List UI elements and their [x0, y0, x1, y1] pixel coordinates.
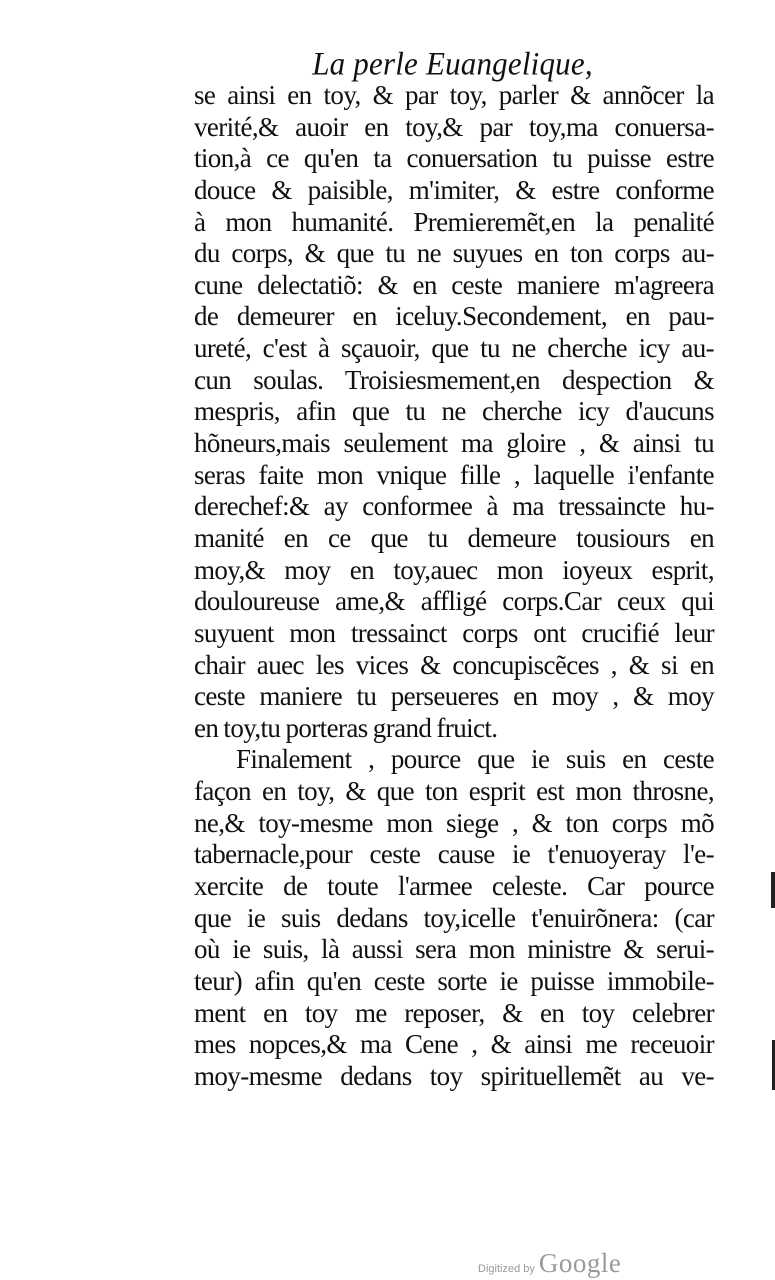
- text-line: où ie suis, là aussi sera mon ministre & serui-: [194, 934, 714, 965]
- text-line: tion,à ce qu'en ta conuersation tu puisse estre: [194, 143, 714, 174]
- text-line: du corps, & que tu ne suyues en ton corps au-: [194, 238, 714, 269]
- text-line: douce & paisible, m'imiter, & estre conforme: [194, 174, 714, 205]
- text-line: chair auec les vices & concupiscẽces , & si en: [194, 649, 714, 680]
- watermark-prefix: Digitized by: [478, 1263, 535, 1275]
- text-line: cun soulas. Troisiesmement,en despection &: [194, 364, 714, 395]
- text-line: derechef:& ay conformee à ma tressaincte hu-: [194, 491, 714, 522]
- running-head: La perle Euangelique,: [312, 45, 593, 82]
- text-line: suyuent mon tressainct corps ont crucifié leur: [194, 617, 714, 648]
- google-logo: Google: [538, 1248, 622, 1278]
- text-line: moy-mesme dedans toy spirituellemẽt au ve-: [194, 1060, 714, 1091]
- text-line: ne,& toy-mesme mon siege , & ton corps mõ: [194, 807, 714, 838]
- text-line: mes nopces,& ma Cene , & ainsi me receuoir: [194, 1029, 714, 1060]
- text-line: ceste maniere tu perseueres en moy , & moy: [194, 681, 714, 712]
- text-line: verité,& auoir en toy,& par toy,ma conuersa-: [194, 111, 714, 142]
- digitized-by-google-watermark: [478, 1248, 621, 1279]
- text-line: cune delectatiõ: & en ceste maniere m'agreera: [194, 269, 714, 300]
- text-line: Finalement , pource que ie suis en ceste: [236, 744, 714, 775]
- text-line: façon en toy, & que ton esprit est mon throsne,: [194, 776, 714, 807]
- text-line: manité en ce que tu demeure tousiours en: [194, 522, 714, 553]
- text-line: que ie suis dedans toy,icelle t'enuirõnera: (car: [194, 902, 714, 933]
- text-line: à mon humanité. Premieremẽt,en la penalité: [194, 206, 714, 237]
- text-line: moy,& moy en toy,auec mon ioyeux esprit,: [194, 554, 714, 585]
- text-line: ureté, c'est à sçauoir, que tu ne cherche icy au-: [194, 333, 714, 364]
- text-line: teur) afin qu'en ceste sorte ie puisse immobile-: [194, 965, 714, 996]
- text-line: douloureuse ame,& affligé corps.Car ceux qui: [194, 586, 714, 617]
- text-line: xercite de toute l'armee celeste. Car pource: [194, 871, 714, 902]
- page-edge-shadow: [771, 872, 775, 908]
- text-line: en toy,tu porteras grand fruict.: [194, 712, 498, 743]
- text-line: de demeurer en iceluy.Secondement, en pau-: [194, 301, 714, 332]
- text-line: mespris, afin que tu ne cherche icy d'aucuns: [194, 396, 714, 427]
- text-line: seras faite mon vnique fille , laquelle i'enfante: [194, 459, 714, 490]
- text-line: ment en toy me reposer, & en toy celebrer: [194, 997, 714, 1028]
- text-line: hõneurs,mais seulement ma gloire , & ainsi tu: [194, 428, 714, 459]
- text-line: tabernacle,pour ceste cause ie t'enuoyeray l'e-: [194, 839, 714, 870]
- text-line: se ainsi en toy, & par toy, parler & annõcer la: [194, 80, 714, 110]
- body-text: [194, 80, 714, 1093]
